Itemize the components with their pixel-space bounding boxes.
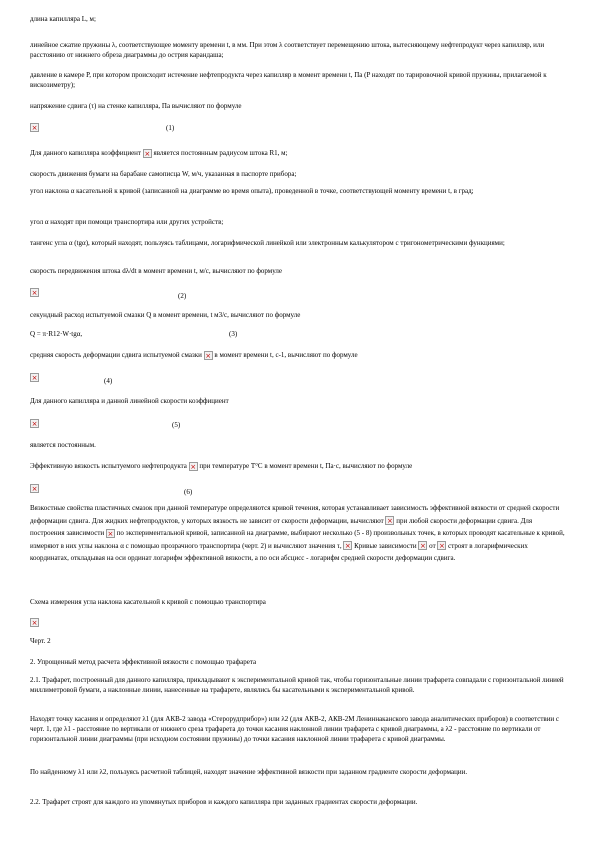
broken-image-icon: × <box>31 484 38 493</box>
text-line: угол α находят при помощи транспортира или других устройств; <box>30 218 224 226</box>
paragraph: линейное сжатие пружины λ, соответствующее моменту времени t, в мм. При этом λ соответствует перемещению штока, вытесняющему нефтепродукт через капилляр, или расстоянию от нижнего обреза диаграммы до острия карандаша; <box>30 41 545 59</box>
text-line: является постоянным. <box>30 441 96 449</box>
paragraph: тангенс угла α (tgα), который находят, пользуясь таблицами, логарифмической линейкой или электронным калькулятором с тригонометрическими функциями; <box>30 239 505 247</box>
broken-image-icon: × <box>419 542 426 551</box>
broken-image-icon: × <box>31 373 38 382</box>
formula-row-3 <box>30 329 568 341</box>
paragraph: давление в камере P, при котором происходит истечение нефтепродукта через капилляр в момент времени t, Па (P находят по тарировочной кривой пружины, прилагаемой к вискозиметру); <box>30 71 547 89</box>
text-line: скорость движения бумаги на барабане самописца W, м/ч, указанная в паспорте прибора; <box>30 170 297 178</box>
broken-image-icon: × <box>144 149 151 158</box>
broken-image-icon: × <box>31 618 38 627</box>
text-line: Для данного капилляра и данной линейной скорости коэффициент <box>30 397 229 405</box>
broken-image-icon: × <box>344 542 351 551</box>
section-heading: 2. Упрощенный метод расчета эффективной вязкости с помощью трафарета <box>30 658 257 666</box>
equation-number: (1) <box>166 124 175 132</box>
text-line: Эффективную вязкость испытуемого нефтепродукта × при температуре T°С в момент времени t, Па·с, вычисляют по формуле <box>30 462 413 471</box>
paragraph: угол наклона α касательной к кривой (записанной на диаграмме во время опыта), проведенной в точке, соответствующей моменту времени t, в град; <box>30 187 474 195</box>
text-line: секундный расход испытуемой смазки Q в момент времени, t м3/с, вычисляют по формуле <box>30 311 301 319</box>
formula-row-2 <box>30 287 568 299</box>
broken-image-icon: × <box>31 419 38 428</box>
broken-image-icon: × <box>31 123 38 132</box>
equation-number: (5) <box>172 421 181 429</box>
formula-row-6 <box>30 483 568 495</box>
text-line: скорость передвижения штока dλ/dt в момент времени t, м/с, вычисляют по формуле <box>30 267 283 275</box>
paragraph: 2.2. Трафарет строят для каждого из упомянутых приборов и каждого капилляра при заданных градиентах скорости деформации. <box>30 798 418 806</box>
formula-row-1 <box>30 122 568 134</box>
paragraph: Вязкостные свойства пластичных смазок при данной температуре определяются кривой течения, которая устанавливает зависимость эффективной вязкости от средней скорости деформации сдвига. Для жидких нефтепродуктов, у которых вязкость не зависит от скорости деформации, вычисляют × при любой скорости деформации сдвига. Для построения зависимости × по экспериментальной кривой, записанной на диаграмме, выбирают несколько (5 - 8) произвольных точек, в которых проводят касательные к кривой, измеряют в них углы наклона α с помощью прозрачного транспортира (черт. 2) и вычисляют значения τ, × Кривые зависимости × от × строят в логарифмических координатах, откладывая на оси ординат логарифм эффективной вязкости, а по оси абсцисс - логарифм средней скорости деформации сдвига. <box>30 504 565 562</box>
paragraph: Находят точку касания и определяют λ1 (для АКВ-2 завода «Стерорудприбор») или λ2 (для АКВ-2, АКВ-2М Лениннаканского завода аналитических приборов) в соответствии с черт. 1, где λ1 - расстояние по вертикали от нижнего среза трафарета до точки касания наклонной линии трафарета с кривой диаграммы, а λ2 - расстояние по вертикали от горизонтальной линии диаграммы (при исходном состоянии пружины) до точки касания наклонной линии трафарета с кривой диаграммы. <box>30 715 560 743</box>
formula-text: Q = π·R12·W·tgα, <box>30 330 83 338</box>
equation-number: (6) <box>184 488 193 496</box>
figure-placeholder <box>30 617 568 629</box>
formula-row-5 <box>30 418 568 430</box>
broken-image-icon: × <box>107 529 114 538</box>
broken-image-icon: × <box>31 288 38 297</box>
text-line: напряжение сдвига (τ) на стенке капилляра, Па вычисляют по формуле <box>30 102 242 110</box>
broken-image-icon: × <box>438 542 445 551</box>
equation-number: (3) <box>229 330 238 338</box>
broken-image-icon: × <box>205 351 212 360</box>
broken-image-icon: × <box>190 462 197 471</box>
formula-row-4 <box>30 372 568 384</box>
broken-image-icon: × <box>387 517 393 526</box>
paragraph: 2.1. Трафарет, построенный для данного капилляра, прикладывают к экспериментальной кривой так, чтобы горизонтальные линии трафарета совпадали с горизонтальной линией миллиметровой бумаги, а наклонные линии, нанесенные на трафарете, являлись бы касательными к экспериментальной кривой. <box>30 676 564 694</box>
text-line: длина капилляра L, м; <box>30 15 96 23</box>
equation-number: (2) <box>178 292 187 300</box>
text-line: средняя скорость деформации сдвига испытуемой смазки × в момент времени t, с-1, вычисляют по формуле <box>30 351 358 360</box>
text-line: Для данного капилляра коэффициент × является постоянным радиусом штока R1, м; <box>30 149 288 158</box>
equation-number: (4) <box>104 377 113 385</box>
figure-caption: Черт. 2 <box>30 637 51 645</box>
paragraph: По найденному λ1 или λ2, пользуясь расчетной таблицей, находят значение эффективной вязкости при заданном градиенте скорости деформации. <box>30 768 468 776</box>
text-line: Схема измерения угла наклона касательной к кривой с помощью транспортира <box>30 598 266 606</box>
